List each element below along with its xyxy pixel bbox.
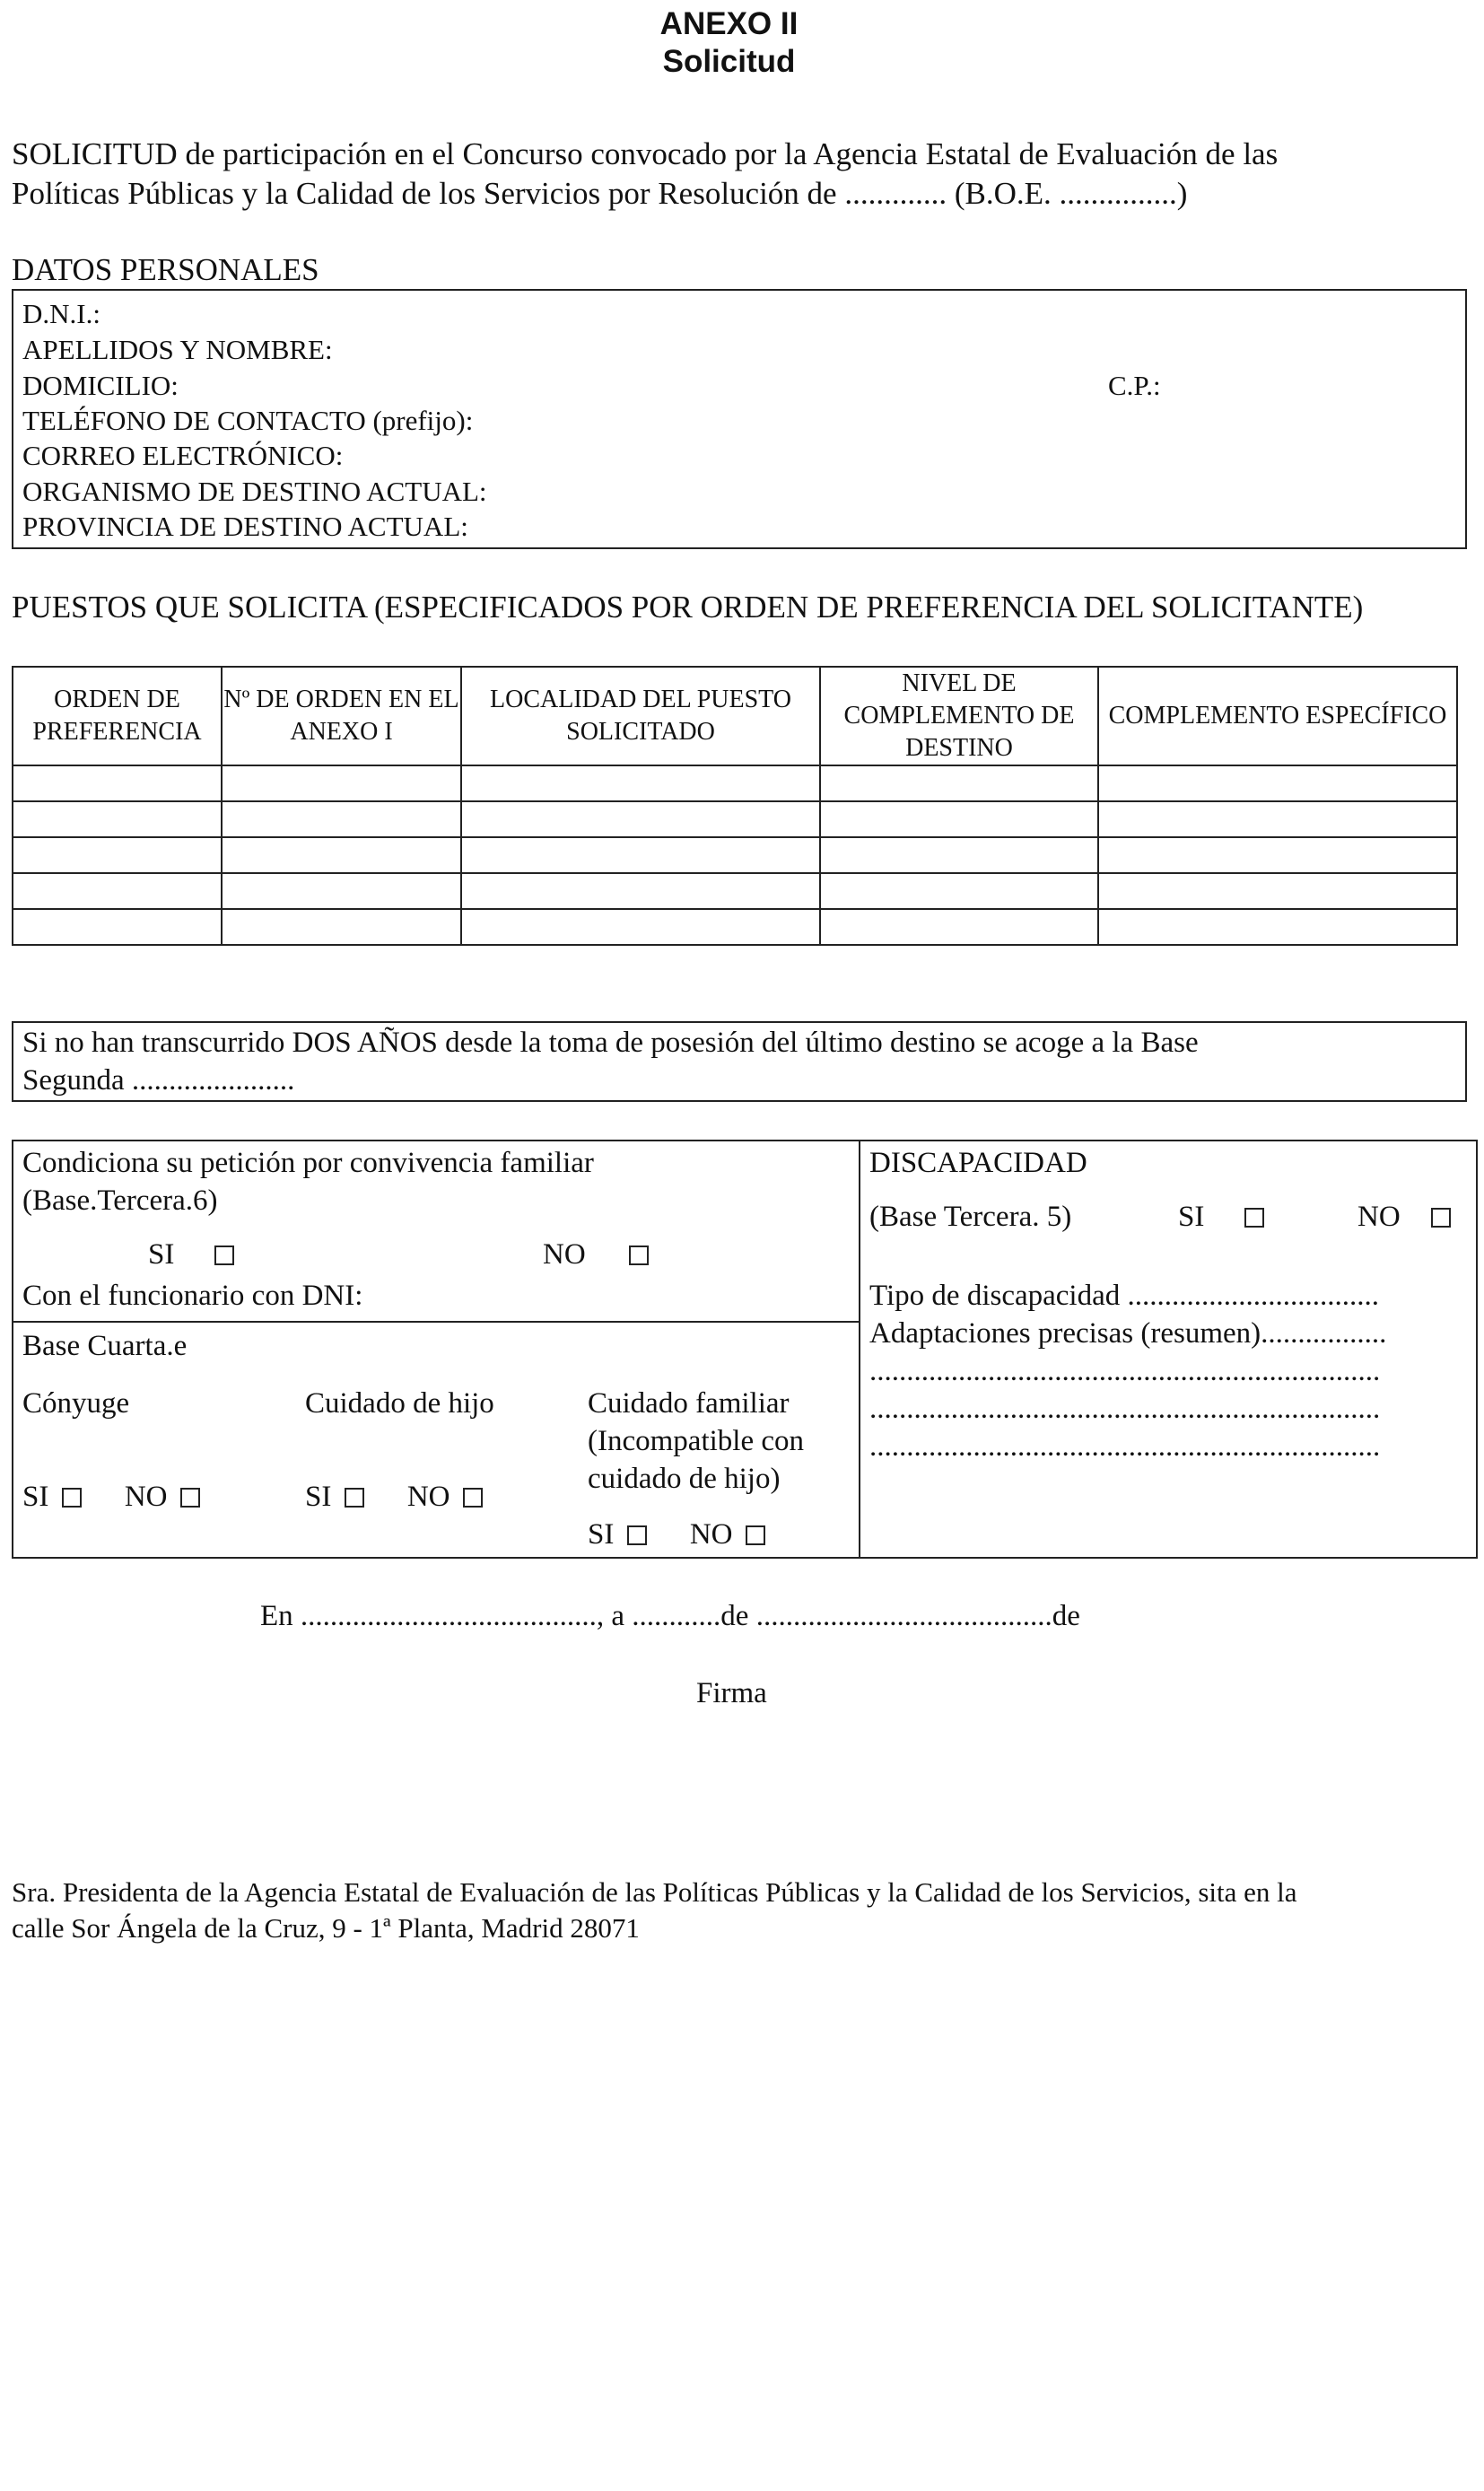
col-preference-order: ORDEN DE PREFERENCIA <box>13 667 222 765</box>
dni-field[interactable]: D.N.I.: <box>22 298 100 329</box>
family-care-yes-label: SI <box>588 1518 615 1551</box>
table-cell[interactable] <box>461 765 820 801</box>
disability-yes-option[interactable] <box>1178 1199 1264 1235</box>
child-care-yes-checkbox[interactable] <box>345 1488 364 1508</box>
province-field[interactable]: PROVINCIA DE DESTINO ACTUAL: <box>22 511 468 542</box>
disability-dots-1[interactable]: ..................................................................... <box>869 1355 1381 1387</box>
spouse-no-label: NO <box>124 1481 168 1513</box>
positions-heading: PUESTOS QUE SOLICITA (ESPECIFICADOS POR ORDEN DE PREFERENCIA DEL SOLICITANTE) <box>12 590 1364 625</box>
family-line-1: Condiciona su petición por convivencia familiar <box>22 1147 594 1179</box>
table-cell[interactable] <box>13 837 222 873</box>
child-care-label: Cuidado de hijo <box>305 1387 494 1420</box>
table-cell[interactable] <box>1098 801 1457 837</box>
col-destination-level: NIVEL DE COMPLEMENTO DE DESTINO <box>820 667 1098 765</box>
disability-heading: DISCAPACIDAD <box>869 1147 1087 1179</box>
family-no-checkbox[interactable] <box>629 1246 649 1265</box>
two-years-line-2[interactable]: Segunda ...................... <box>22 1064 295 1097</box>
place-date-line[interactable]: En ........................................, a ............de ........................................de <box>260 1600 1080 1632</box>
table-cell[interactable] <box>461 873 820 909</box>
family-no-label: NO <box>543 1238 586 1271</box>
postal-code-field[interactable]: C.P.: <box>1108 370 1161 401</box>
family-yes-label: SI <box>148 1238 175 1271</box>
footer-line-1: Sra. Presidenta de la Agencia Estatal de Evaluación de las Políticas Públicas y la Calidad de los Servicios, sita en la <box>12 1876 1297 1908</box>
table-cell[interactable] <box>222 765 461 801</box>
family-care-label-2: (Incompatible con <box>588 1425 804 1457</box>
two-years-line-1: Si no han transcurrido DOS AÑOS desde la toma de posesión del último destino se acoge a la Base <box>22 1027 1199 1059</box>
disability-no-checkbox[interactable] <box>1431 1208 1451 1228</box>
table-cell[interactable] <box>13 873 222 909</box>
positions-table <box>12 666 1458 946</box>
conditions-divider <box>859 1141 860 1557</box>
disability-yes-label: SI <box>1178 1201 1205 1233</box>
disability-adaptations[interactable]: Adaptaciones precisas (resumen)................. <box>869 1317 1387 1350</box>
table-cell[interactable] <box>222 873 461 909</box>
col-annex-order-number: Nº DE ORDEN EN EL ANEXO I <box>222 667 461 765</box>
table-cell[interactable] <box>1098 765 1457 801</box>
table-cell[interactable] <box>222 909 461 945</box>
annex-title: ANEXO II <box>659 6 799 41</box>
footer-line-2: calle Sor Ángela de la Cruz, 9 - 1ª Planta, Madrid 28071 <box>12 1912 640 1944</box>
family-care-yes-checkbox[interactable] <box>627 1525 647 1545</box>
table-cell[interactable] <box>461 801 820 837</box>
name-field[interactable]: APELLIDOS Y NOMBRE: <box>22 334 333 365</box>
conditions-box <box>12 1140 1478 1559</box>
table-row <box>13 837 1457 873</box>
col-specific-complement: COMPLEMENTO ESPECÍFICO <box>1098 667 1457 765</box>
table-cell[interactable] <box>1098 909 1457 945</box>
spouse-no-checkbox[interactable] <box>180 1488 200 1508</box>
table-row <box>13 765 1457 801</box>
positions-header-row <box>13 667 1457 765</box>
table-cell[interactable] <box>13 765 222 801</box>
disability-dots-2[interactable]: ..................................................................... <box>869 1393 1381 1425</box>
table-cell[interactable] <box>820 801 1098 837</box>
family-yes-option[interactable] <box>148 1237 234 1272</box>
base-cuarta-heading: Base Cuarta.e <box>22 1330 188 1362</box>
child-care-no-label: NO <box>406 1481 450 1513</box>
col-location: LOCALIDAD DEL PUESTO SOLICITADO <box>461 667 820 765</box>
intro-line-2: Políticas Públicas y la Calidad de los Servicios por Resolución de ............. (B.O.E. ...............) <box>12 176 1188 211</box>
organism-field[interactable]: ORGANISMO DE DESTINO ACTUAL: <box>22 476 487 507</box>
disability-type[interactable]: Tipo de discapacidad .................................. <box>869 1280 1379 1312</box>
signature-label: Firma <box>696 1677 767 1709</box>
table-cell[interactable] <box>1098 837 1457 873</box>
disability-no-label: NO <box>1357 1201 1401 1233</box>
table-cell[interactable] <box>461 909 820 945</box>
table-cell[interactable] <box>461 837 820 873</box>
table-cell[interactable] <box>13 801 222 837</box>
table-cell[interactable] <box>820 873 1098 909</box>
disability-base: (Base Tercera. 5) <box>869 1201 1072 1233</box>
family-divider <box>13 1321 859 1323</box>
disability-dots-3[interactable]: ..................................................................... <box>869 1430 1381 1463</box>
phone-field[interactable]: TELÉFONO DE CONTACTO (prefijo): <box>22 405 474 436</box>
child-care-yes-label: SI <box>305 1481 332 1513</box>
spouse-label: Cónyuge <box>22 1387 130 1420</box>
table-cell[interactable] <box>820 765 1098 801</box>
email-field[interactable]: CORREO ELECTRÓNICO: <box>22 440 344 471</box>
child-care-no-checkbox[interactable] <box>463 1488 483 1508</box>
table-cell[interactable] <box>222 837 461 873</box>
address-field[interactable]: DOMICILIO: <box>22 370 179 401</box>
family-yes-checkbox[interactable] <box>214 1246 234 1265</box>
family-line-2: (Base.Tercera.6) <box>22 1184 218 1217</box>
table-row <box>13 801 1457 837</box>
personal-heading: DATOS PERSONALES <box>12 252 319 287</box>
family-care-no-label: NO <box>689 1518 733 1551</box>
family-care-no-checkbox[interactable] <box>746 1525 765 1545</box>
family-care-options <box>588 1516 765 1552</box>
family-care-label-1: Cuidado familiar <box>588 1387 790 1420</box>
table-cell[interactable] <box>13 909 222 945</box>
disability-yes-checkbox[interactable] <box>1244 1208 1264 1228</box>
table-cell[interactable] <box>222 801 461 837</box>
family-care-label-3: cuidado de hijo) <box>588 1463 781 1495</box>
spouse-options <box>22 1479 200 1515</box>
two-years-box <box>12 1021 1467 1102</box>
family-no-option[interactable] <box>543 1237 649 1272</box>
table-cell[interactable] <box>820 837 1098 873</box>
intro-line-1: SOLICITUD de participación en el Concurso convocado por la Agencia Estatal de Evaluación de las <box>12 136 1279 171</box>
disability-no-option[interactable] <box>1357 1199 1451 1235</box>
table-cell[interactable] <box>1098 873 1457 909</box>
table-row <box>13 873 1457 909</box>
spouse-yes-label: SI <box>22 1481 49 1513</box>
table-row <box>13 909 1457 945</box>
spouse-yes-checkbox[interactable] <box>62 1488 82 1508</box>
page-title: Solicitud <box>662 44 796 79</box>
personal-data-box <box>12 289 1467 549</box>
family-dni-line[interactable]: Con el funcionario con DNI: <box>22 1280 363 1312</box>
table-cell[interactable] <box>820 909 1098 945</box>
child-care-options <box>305 1479 483 1515</box>
